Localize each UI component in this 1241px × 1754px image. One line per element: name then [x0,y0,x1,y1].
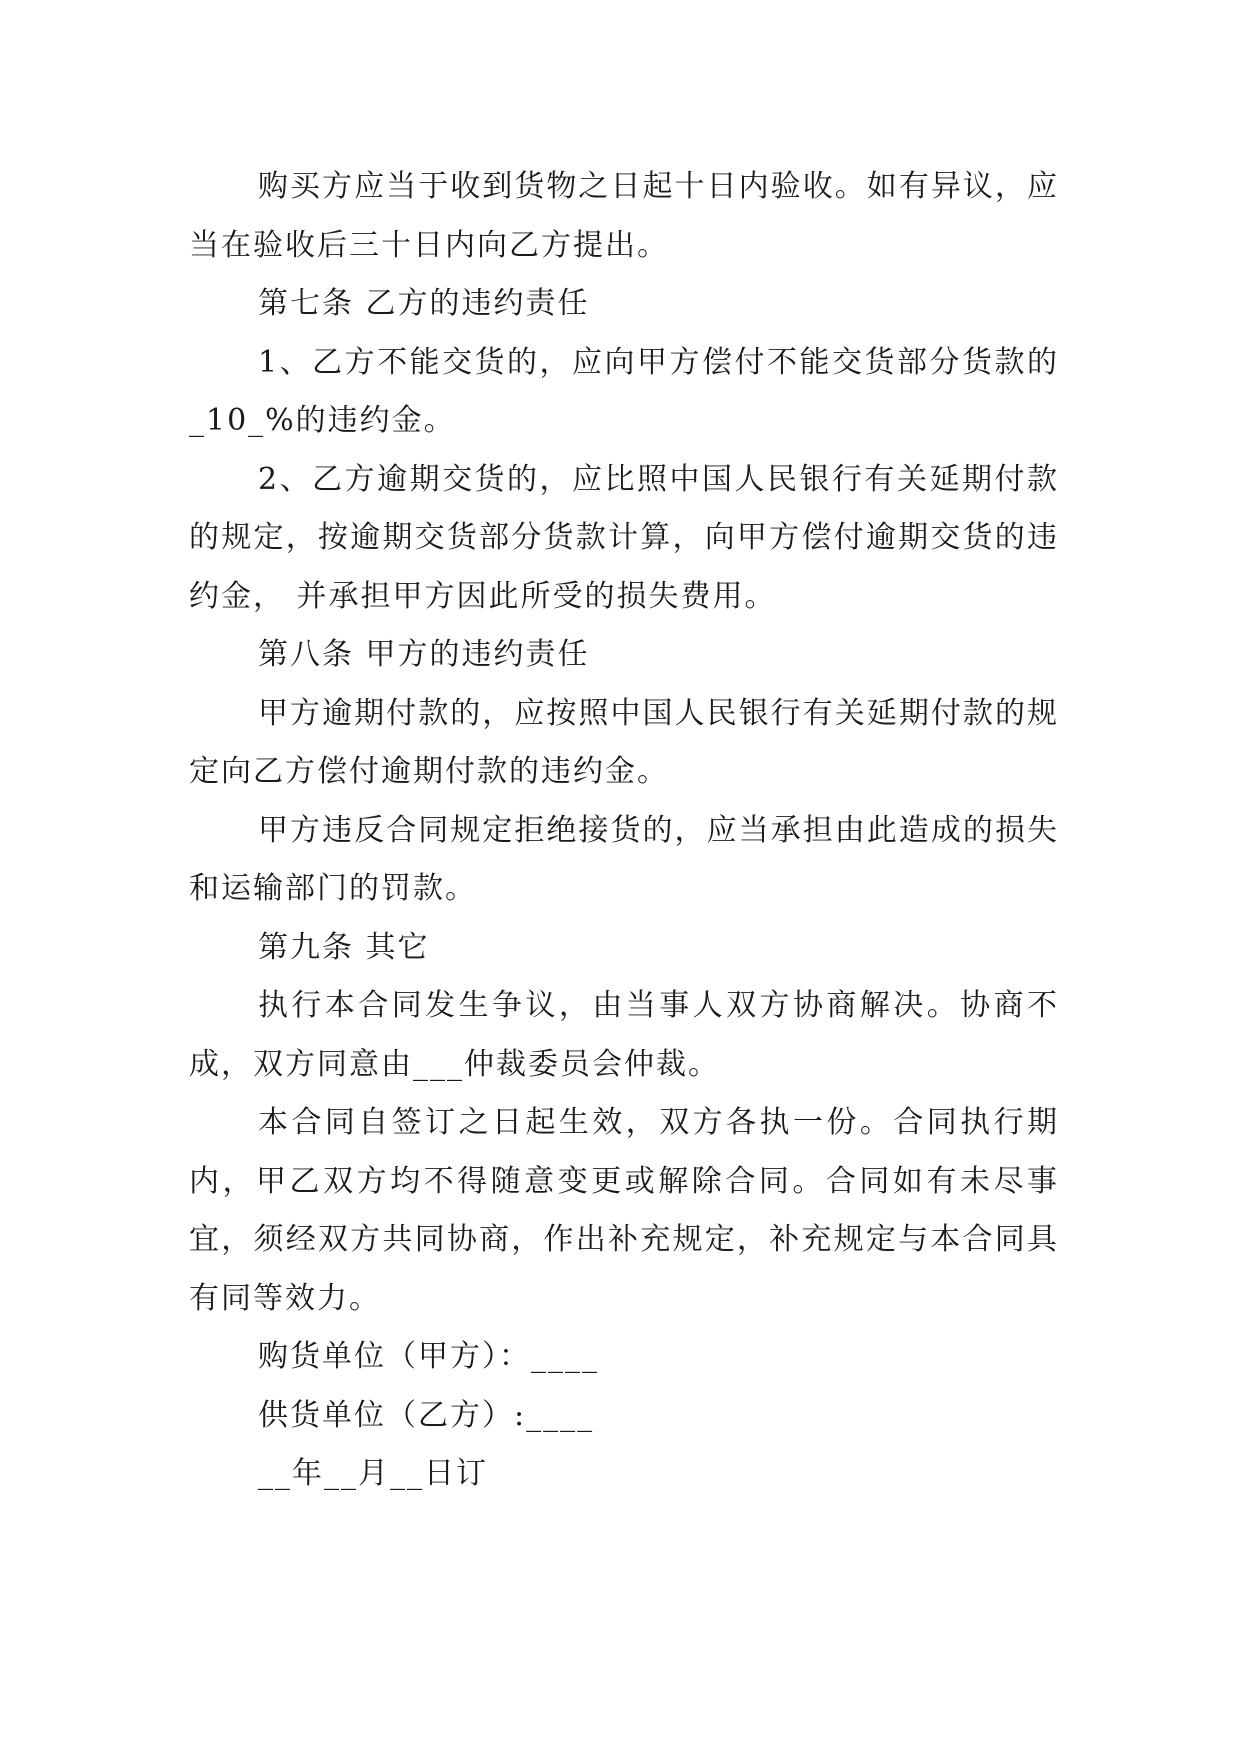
heading-article-9: 第九条 其它 [258,929,430,965]
paragraph-inspection: 购买方应当于收到货物之日起十日内验收。如有异议，应当在验收后三十日内向乙方提出。 [189,169,1059,263]
paragraph-dispute-resolution: 执行本合同发生争议，由当事人双方协商解决。协商不成，双方同意由___仲裁委员会仲裁。 [189,988,1059,1082]
buyer-signature-line: 购货单位（甲方）：____ [258,1339,599,1374]
paragraph-effectiveness: 本合同自签订之日起生效，双方各执一份。合同执行期内，甲乙双方均不得随意变更或解除合同。合同如有未尽事宜，须经双方共同协商，作出补充规定，补充规定与本合同具有同等效力。 [189,1105,1059,1316]
date-line: __年__月__日订 [258,1456,488,1491]
paragraph-article-8-refusal: 甲方违反合同规定拒绝接货的，应当承担由此造成的损失和运输部门的罚款。 [189,812,1059,906]
supplier-signature-line: 供货单位（乙方）:____ [258,1397,595,1433]
paragraph-article-7-item-1: 1、乙方不能交货的，应向甲方偿付不能交货部分货款的_10_%的违约金。 [189,344,1059,438]
contract-body [189,158,1059,1504]
heading-article-7: 第七条 乙方的违约责任 [258,286,590,321]
heading-article-8: 第八条 甲方的违约责任 [258,637,590,672]
paragraph-article-8-late-payment: 甲方逾期付款的，应按照中国人民银行有关延期付款的规定向乙方偿付逾期付款的违约金。 [189,695,1059,789]
paragraph-article-7-item-2: 2、乙方逾期交货的，应比照中国人民银行有关延期付款的规定，按逾期交货部分货款计算，向甲方偿付逾期交货的违约金， 并承担甲方因此所受的损失费用。 [189,461,1059,614]
